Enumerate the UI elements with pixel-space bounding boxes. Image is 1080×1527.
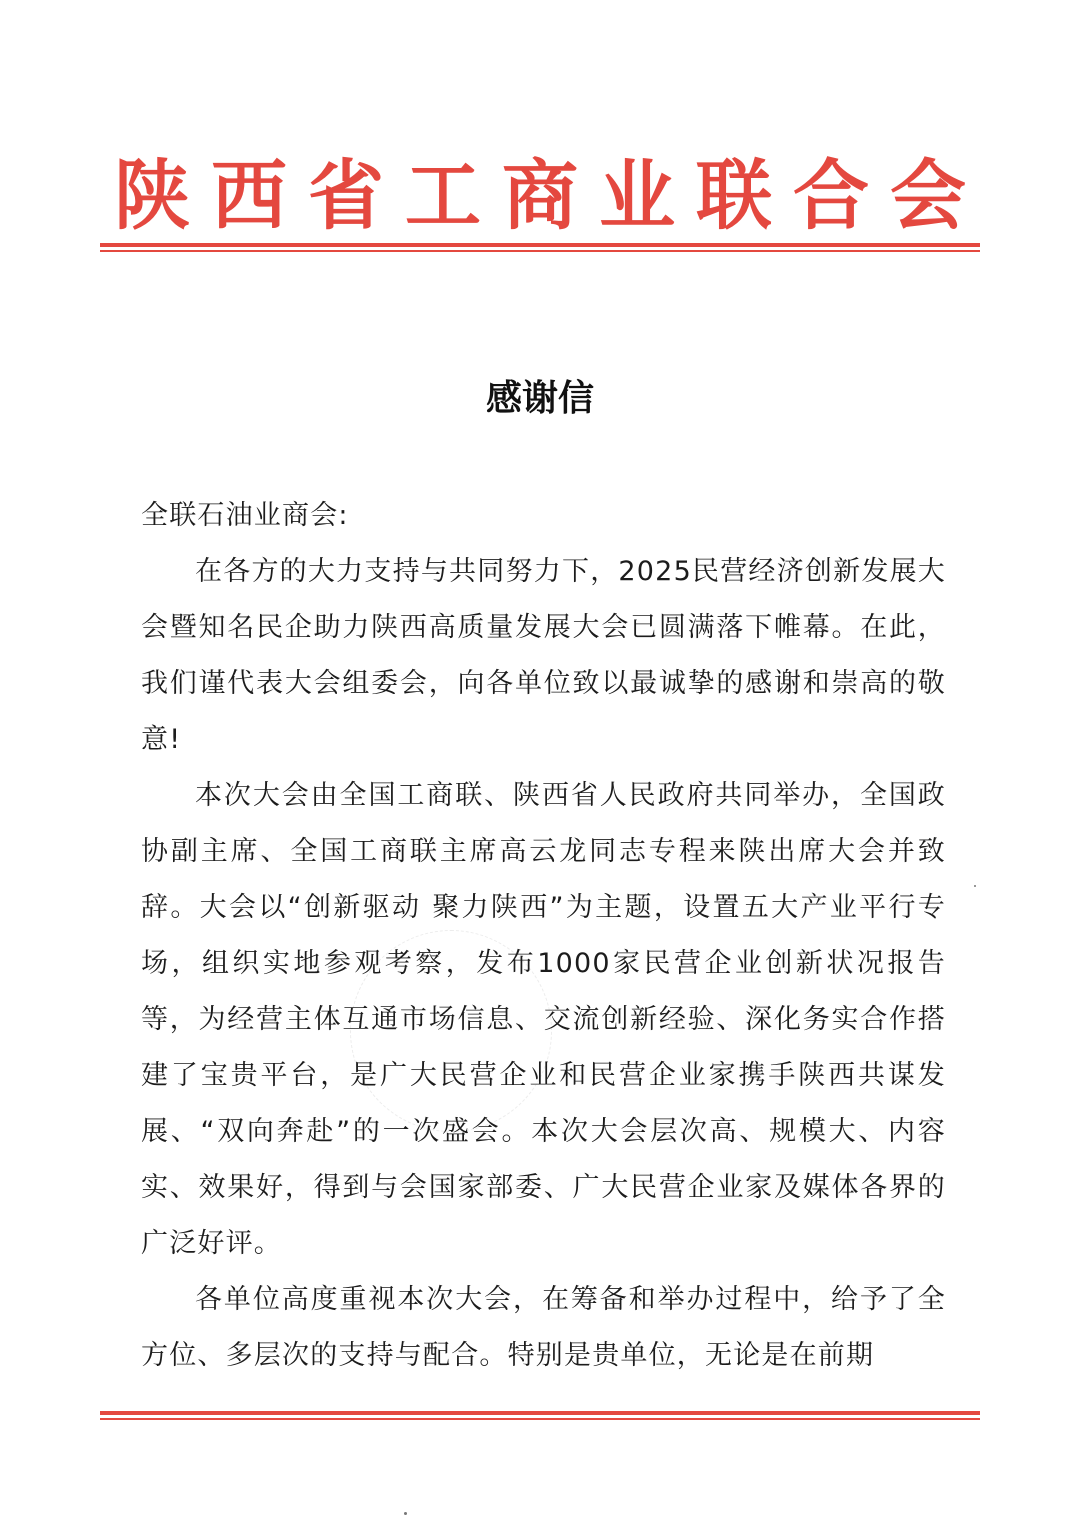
divider-thin-line: [100, 250, 980, 252]
scan-speck: [974, 885, 976, 887]
letter-paragraph: 各单位高度重视本次大会，在筹备和举办过程中，给予了全方位、多层次的支持与配合。特别是贵单位，无论是在前期: [141, 1284, 946, 1371]
divider-thin-line: [100, 1418, 980, 1420]
letterhead-char: 业: [599, 151, 675, 240]
letterhead-org-name: [100, 150, 980, 242]
letterhead-char: 会: [890, 151, 966, 240]
letter-body: [141, 488, 946, 1384]
letterhead-divider: [100, 243, 980, 252]
letterhead-char: 工: [405, 151, 481, 240]
letterhead-char: 合: [793, 151, 869, 240]
letterhead-char: 西: [211, 151, 287, 240]
letter-title: 感谢信: [485, 377, 594, 419]
letterhead-char: 联: [696, 151, 772, 240]
scan-speck: [404, 1512, 407, 1515]
letter-paragraph: 在各方的大力支持与共同努力下，2025民营经济创新发展大会暨知名民企助力陕西高质量发展大会已圆满落下帷幕。在此，我们谨代表大会组委会，向各单位致以最诚挚的感谢和崇高的敬意!: [141, 556, 946, 755]
letter-salutation: 全联石油业商会:: [141, 500, 349, 531]
letter-paragraph: 本次大会由全国工商联、陕西省人民政府共同举办，全国政协副主席、全国工商联主席高云龙同志专程来陕出席大会并致辞。大会以“创新驱动 聚力陕西”为主题，设置五大产业平行专场，组织实地参观考察，发布1000家民营企业创新状况报告等，为经营主体互通市场信息、交流创新经验、深化务实合作搭建了宝贵平台，是广大民营企业和民营企业家携手陕西共谋发展、“双向奔赴”的一次盛会。本次大会层次高、规模大、内容实、效果好，得到与会国家部委、广大民营企业家及媒体各界的广泛好评。: [141, 780, 946, 1259]
letterhead-char: 省: [308, 151, 384, 240]
footer-divider: [100, 1411, 980, 1420]
letterhead-char: 商: [502, 151, 578, 240]
letterhead-char: 陕: [114, 151, 190, 240]
